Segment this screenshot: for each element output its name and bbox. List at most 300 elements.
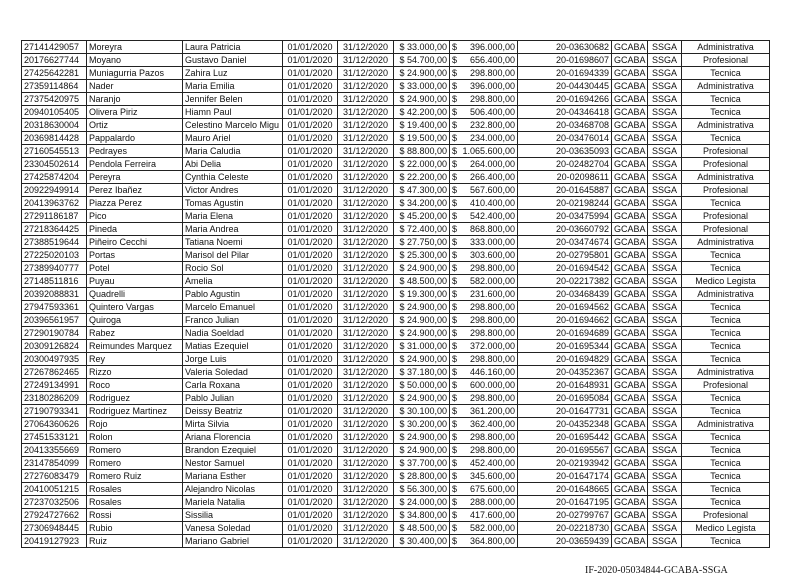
currency-symbol: $	[452, 510, 458, 520]
end-date-cell: 31/12/2020	[338, 444, 394, 457]
org-cell: GCABA	[612, 236, 648, 249]
total-amount-value: 567.600,00	[469, 185, 515, 195]
monthly-amount-cell: $ 28.800,00	[394, 470, 450, 483]
start-date-cell: 01/01/2020	[283, 509, 338, 522]
category-cell: Tecnica	[682, 106, 770, 119]
first-name-cell: Laura Patricia	[183, 41, 283, 54]
cuit-cell: 27290190784	[22, 327, 87, 340]
org-cell: GCABA	[612, 496, 648, 509]
first-name-cell: Mariela Natalia	[183, 496, 283, 509]
start-date-cell: 01/01/2020	[283, 67, 338, 80]
agency-cell: SSGA	[648, 444, 682, 457]
category-cell: Administrativa	[682, 171, 770, 184]
monthly-amount-cell: $ 56.300,00	[394, 483, 450, 496]
end-date-cell: 31/12/2020	[338, 67, 394, 80]
org-cell: GCABA	[612, 405, 648, 418]
end-date-cell: 31/12/2020	[338, 418, 394, 431]
cuit-cell: 27375420975	[22, 93, 87, 106]
surname-cell: Romero	[87, 444, 183, 457]
end-date-cell: 31/12/2020	[338, 366, 394, 379]
start-date-cell: 01/01/2020	[283, 353, 338, 366]
cuit-cell: 20413963762	[22, 197, 87, 210]
end-date-cell: 31/12/2020	[338, 145, 394, 158]
first-name-cell: Franco Julian	[183, 314, 283, 327]
cuit-cell: 27267862465	[22, 366, 87, 379]
first-name-cell: Amelia	[183, 275, 283, 288]
table-row	[22, 288, 770, 301]
end-date-cell: 31/12/2020	[338, 496, 394, 509]
monthly-amount-cell: $ 24.900,00	[394, 314, 450, 327]
cuit-cell: 27064360626	[22, 418, 87, 431]
start-date-cell: 01/01/2020	[283, 132, 338, 145]
category-cell: Administrativa	[682, 80, 770, 93]
end-date-cell: 31/12/2020	[338, 197, 394, 210]
agency-cell: SSGA	[648, 249, 682, 262]
agency-cell: SSGA	[648, 457, 682, 470]
currency-symbol: $	[452, 471, 458, 481]
start-date-cell: 01/01/2020	[283, 184, 338, 197]
org-cell: GCABA	[612, 80, 648, 93]
surname-cell: Pereyra	[87, 171, 183, 184]
org-cell: GCABA	[612, 106, 648, 119]
category-cell: Profesional	[682, 509, 770, 522]
first-name-cell: Vanesa Soledad	[183, 522, 283, 535]
cuit-cell: 20419127923	[22, 535, 87, 548]
first-name-cell: Nestor Samuel	[183, 457, 283, 470]
start-date-cell: 01/01/2020	[283, 41, 338, 54]
monthly-amount-cell: $ 19.400,00	[394, 119, 450, 132]
org-cell: GCABA	[612, 288, 648, 301]
monthly-amount-cell: $ 48.500,00	[394, 275, 450, 288]
monthly-amount-cell: $ 33.000,00	[394, 41, 450, 54]
start-date-cell: 01/01/2020	[283, 418, 338, 431]
total-amount-value: 582.000,00	[469, 523, 515, 533]
table-row	[22, 444, 770, 457]
org-cell: GCABA	[612, 457, 648, 470]
contract-number-cell: 20-01694562	[518, 301, 612, 314]
document-footer-id: IF-2020-05034844-GCABA-SSGA	[585, 565, 728, 576]
cuit-cell: 20410051215	[22, 483, 87, 496]
end-date-cell: 31/12/2020	[338, 327, 394, 340]
start-date-cell: 01/01/2020	[283, 275, 338, 288]
cuit-cell: 27237032506	[22, 496, 87, 509]
monthly-amount-cell: $ 22.000,00	[394, 158, 450, 171]
org-cell: GCABA	[612, 483, 648, 496]
currency-symbol: $	[452, 406, 458, 416]
table-row	[22, 314, 770, 327]
total-amount-value: 232.800,00	[469, 120, 515, 130]
total-amount-cell	[450, 249, 518, 262]
monthly-amount-cell: $ 24.900,00	[394, 262, 450, 275]
total-amount-cell	[450, 275, 518, 288]
surname-cell: Quadrelli	[87, 288, 183, 301]
monthly-amount-cell: $ 30.100,00	[394, 405, 450, 418]
currency-symbol: $	[452, 211, 458, 221]
org-cell: GCABA	[612, 158, 648, 171]
surname-cell: Rolon	[87, 431, 183, 444]
surname-cell: Quintero Vargas	[87, 301, 183, 314]
org-cell: GCABA	[612, 301, 648, 314]
table-row	[22, 80, 770, 93]
agency-cell: SSGA	[648, 262, 682, 275]
contract-number-cell: 20-01645887	[518, 184, 612, 197]
agency-cell: SSGA	[648, 210, 682, 223]
surname-cell: Reimundes Marquez	[87, 340, 183, 353]
monthly-amount-cell: $ 22.200,00	[394, 171, 450, 184]
monthly-amount-cell: $ 24.900,00	[394, 392, 450, 405]
end-date-cell: 31/12/2020	[338, 184, 394, 197]
org-cell: GCABA	[612, 353, 648, 366]
contract-number-cell: 20-02217382	[518, 275, 612, 288]
surname-cell: Pappalardo	[87, 132, 183, 145]
first-name-cell: Tatiana Noemi	[183, 236, 283, 249]
monthly-amount-cell: $ 48.500,00	[394, 522, 450, 535]
contract-number-cell: 20-02218730	[518, 522, 612, 535]
end-date-cell: 31/12/2020	[338, 288, 394, 301]
table-row	[22, 41, 770, 54]
currency-symbol: $	[452, 393, 458, 403]
org-cell: GCABA	[612, 327, 648, 340]
cuit-cell: 23304502614	[22, 158, 87, 171]
monthly-amount-cell: $ 24.900,00	[394, 301, 450, 314]
total-amount-value: 298.800,00	[469, 263, 515, 273]
total-amount-value: 446.160,00	[469, 367, 515, 377]
start-date-cell: 01/01/2020	[283, 483, 338, 496]
monthly-amount-cell: $ 30.400,00	[394, 535, 450, 548]
start-date-cell: 01/01/2020	[283, 236, 338, 249]
total-amount-cell	[450, 444, 518, 457]
currency-symbol: $	[452, 315, 458, 325]
monthly-amount-cell: $ 27.750,00	[394, 236, 450, 249]
contract-number-cell: 20-03476014	[518, 132, 612, 145]
monthly-amount-cell: $ 50.000,00	[394, 379, 450, 392]
total-amount-value: 234.000,00	[469, 133, 515, 143]
monthly-amount-cell: $ 24.900,00	[394, 67, 450, 80]
start-date-cell: 01/01/2020	[283, 340, 338, 353]
end-date-cell: 31/12/2020	[338, 171, 394, 184]
agency-cell: SSGA	[648, 93, 682, 106]
cuit-cell: 27190793341	[22, 405, 87, 418]
start-date-cell: 01/01/2020	[283, 93, 338, 106]
start-date-cell: 01/01/2020	[283, 405, 338, 418]
start-date-cell: 01/01/2020	[283, 119, 338, 132]
category-cell: Tecnica	[682, 314, 770, 327]
first-name-cell: Maria Andrea	[183, 223, 283, 236]
currency-symbol: $	[452, 146, 458, 156]
monthly-amount-cell: $ 24.900,00	[394, 431, 450, 444]
first-name-cell: Alejandro Nicolas	[183, 483, 283, 496]
agency-cell: SSGA	[648, 496, 682, 509]
total-amount-value: 298.800,00	[469, 354, 515, 364]
agency-cell: SSGA	[648, 145, 682, 158]
contract-number-cell: 20-01694266	[518, 93, 612, 106]
cuit-cell: 27425874204	[22, 171, 87, 184]
cuit-cell: 27425642281	[22, 67, 87, 80]
agency-cell: SSGA	[648, 41, 682, 54]
category-cell: Tecnica	[682, 496, 770, 509]
table-row	[22, 132, 770, 145]
table-row	[22, 197, 770, 210]
monthly-amount-cell: $ 30.200,00	[394, 418, 450, 431]
end-date-cell: 31/12/2020	[338, 132, 394, 145]
currency-symbol: $	[452, 458, 458, 468]
currency-symbol: $	[452, 185, 458, 195]
org-cell: GCABA	[612, 509, 648, 522]
org-cell: GCABA	[612, 223, 648, 236]
contract-number-cell: 20-04346418	[518, 106, 612, 119]
cuit-cell: 27947593361	[22, 301, 87, 314]
agency-cell: SSGA	[648, 236, 682, 249]
total-amount-cell	[450, 54, 518, 67]
currency-symbol: $	[452, 367, 458, 377]
cuit-cell: 27249134991	[22, 379, 87, 392]
start-date-cell: 01/01/2020	[283, 535, 338, 548]
total-amount-value: 542.400,00	[469, 211, 515, 221]
total-amount-cell	[450, 379, 518, 392]
table-row	[22, 353, 770, 366]
surname-cell: Nader	[87, 80, 183, 93]
total-amount-cell	[450, 392, 518, 405]
contract-number-cell: 20-01695344	[518, 340, 612, 353]
currency-symbol: $	[452, 94, 458, 104]
start-date-cell: 01/01/2020	[283, 301, 338, 314]
first-name-cell: Brandon Ezequiel	[183, 444, 283, 457]
agency-cell: SSGA	[648, 327, 682, 340]
category-cell: Tecnica	[682, 405, 770, 418]
monthly-amount-cell: $ 24.900,00	[394, 327, 450, 340]
total-amount-value: 298.800,00	[469, 68, 515, 78]
table-row	[22, 119, 770, 132]
surname-cell: Piñeiro Cecchi	[87, 236, 183, 249]
contract-number-cell: 20-04352348	[518, 418, 612, 431]
end-date-cell: 31/12/2020	[338, 301, 394, 314]
surname-cell: Ortiz	[87, 119, 183, 132]
start-date-cell: 01/01/2020	[283, 106, 338, 119]
contract-number-cell: 20-01647174	[518, 470, 612, 483]
total-amount-cell	[450, 119, 518, 132]
category-cell: Tecnica	[682, 444, 770, 457]
monthly-amount-cell: $ 47.300,00	[394, 184, 450, 197]
total-amount-value: 417.600,00	[469, 510, 515, 520]
monthly-amount-cell: $ 31.000,00	[394, 340, 450, 353]
org-cell: GCABA	[612, 392, 648, 405]
table-row	[22, 392, 770, 405]
contract-number-cell: 20-01695084	[518, 392, 612, 405]
agency-cell: SSGA	[648, 483, 682, 496]
contract-number-cell: 20-02799767	[518, 509, 612, 522]
total-amount-value: 266.400,00	[469, 172, 515, 182]
table-row	[22, 496, 770, 509]
start-date-cell: 01/01/2020	[283, 197, 338, 210]
first-name-cell: Carla Roxana	[183, 379, 283, 392]
start-date-cell: 01/01/2020	[283, 457, 338, 470]
total-amount-cell	[450, 145, 518, 158]
end-date-cell: 31/12/2020	[338, 54, 394, 67]
end-date-cell: 31/12/2020	[338, 236, 394, 249]
start-date-cell: 01/01/2020	[283, 145, 338, 158]
contract-number-cell: 20-01695567	[518, 444, 612, 457]
total-amount-value: 582.000,00	[469, 276, 515, 286]
agency-cell: SSGA	[648, 158, 682, 171]
total-amount-cell	[450, 210, 518, 223]
end-date-cell: 31/12/2020	[338, 392, 394, 405]
total-amount-value: 288.000,00	[469, 497, 515, 507]
total-amount-cell	[450, 470, 518, 483]
currency-symbol: $	[452, 536, 458, 546]
agency-cell: SSGA	[648, 171, 682, 184]
agency-cell: SSGA	[648, 379, 682, 392]
start-date-cell: 01/01/2020	[283, 522, 338, 535]
cuit-cell: 27141429057	[22, 41, 87, 54]
table-row	[22, 171, 770, 184]
currency-symbol: $	[452, 55, 458, 65]
total-amount-value: 264.000,00	[469, 159, 515, 169]
agency-cell: SSGA	[648, 184, 682, 197]
currency-symbol: $	[452, 42, 458, 52]
category-cell: Profesional	[682, 210, 770, 223]
org-cell: GCABA	[612, 379, 648, 392]
start-date-cell: 01/01/2020	[283, 431, 338, 444]
first-name-cell: Valeria Soledad	[183, 366, 283, 379]
surname-cell: Rubio	[87, 522, 183, 535]
table-row	[22, 223, 770, 236]
category-cell: Tecnica	[682, 457, 770, 470]
end-date-cell: 31/12/2020	[338, 509, 394, 522]
start-date-cell: 01/01/2020	[283, 444, 338, 457]
total-amount-cell	[450, 301, 518, 314]
agency-cell: SSGA	[648, 223, 682, 236]
agency-cell: SSGA	[648, 314, 682, 327]
currency-symbol: $	[452, 237, 458, 247]
monthly-amount-cell: $ 88.800,00	[394, 145, 450, 158]
contract-number-cell: 20-03475994	[518, 210, 612, 223]
cuit-cell: 23180286209	[22, 392, 87, 405]
currency-symbol: $	[452, 68, 458, 78]
org-cell: GCABA	[612, 184, 648, 197]
end-date-cell: 31/12/2020	[338, 535, 394, 548]
monthly-amount-cell: $ 37.180,00	[394, 366, 450, 379]
total-amount-cell	[450, 509, 518, 522]
org-cell: GCABA	[612, 119, 648, 132]
surname-cell: Pineda	[87, 223, 183, 236]
category-cell: Administrativa	[682, 119, 770, 132]
start-date-cell: 01/01/2020	[283, 379, 338, 392]
table-row	[22, 327, 770, 340]
cuit-cell: 27291186187	[22, 210, 87, 223]
category-cell: Administrativa	[682, 236, 770, 249]
total-amount-value: 656.400,00	[469, 55, 515, 65]
total-amount-cell	[450, 288, 518, 301]
org-cell: GCABA	[612, 210, 648, 223]
total-amount-cell	[450, 366, 518, 379]
start-date-cell: 01/01/2020	[283, 249, 338, 262]
total-amount-cell	[450, 457, 518, 470]
table-row	[22, 106, 770, 119]
total-amount-value: 396.000,00	[469, 81, 515, 91]
contract-number-cell: 20-01694542	[518, 262, 612, 275]
contract-number-cell: 20-04352367	[518, 366, 612, 379]
total-amount-cell	[450, 158, 518, 171]
category-cell: Profesional	[682, 223, 770, 236]
agency-cell: SSGA	[648, 67, 682, 80]
table-row	[22, 93, 770, 106]
category-cell: Administrativa	[682, 418, 770, 431]
start-date-cell: 01/01/2020	[283, 223, 338, 236]
first-name-cell: Deissy Beatriz	[183, 405, 283, 418]
monthly-amount-cell: $ 19.300,00	[394, 288, 450, 301]
contracts-table	[21, 40, 770, 548]
table-row	[22, 418, 770, 431]
cuit-cell: 20369814428	[22, 132, 87, 145]
total-amount-value: 361.200,00	[469, 406, 515, 416]
contract-number-cell: 20-01648931	[518, 379, 612, 392]
cuit-cell: 20318630004	[22, 119, 87, 132]
cuit-cell: 20309126824	[22, 340, 87, 353]
category-cell: Tecnica	[682, 353, 770, 366]
org-cell: GCABA	[612, 54, 648, 67]
total-amount-value: 362.400,00	[469, 419, 515, 429]
table-body	[22, 41, 770, 548]
table-row	[22, 405, 770, 418]
total-amount-cell	[450, 184, 518, 197]
first-name-cell: Rocio Sol	[183, 262, 283, 275]
first-name-cell: Jennifer Belen	[183, 93, 283, 106]
surname-cell: Naranjo	[87, 93, 183, 106]
table-row	[22, 379, 770, 392]
org-cell: GCABA	[612, 366, 648, 379]
end-date-cell: 31/12/2020	[338, 106, 394, 119]
total-amount-cell	[450, 41, 518, 54]
table-row	[22, 301, 770, 314]
category-cell: Tecnica	[682, 132, 770, 145]
agency-cell: SSGA	[648, 509, 682, 522]
total-amount-value: 298.800,00	[469, 302, 515, 312]
category-cell: Tecnica	[682, 535, 770, 548]
category-cell: Administrativa	[682, 41, 770, 54]
cuit-cell: 27276083479	[22, 470, 87, 483]
org-cell: GCABA	[612, 171, 648, 184]
currency-symbol: $	[452, 172, 458, 182]
table-row	[22, 236, 770, 249]
table-row	[22, 366, 770, 379]
end-date-cell: 31/12/2020	[338, 275, 394, 288]
start-date-cell: 01/01/2020	[283, 327, 338, 340]
monthly-amount-cell: $ 19.500,00	[394, 132, 450, 145]
agency-cell: SSGA	[648, 288, 682, 301]
cuit-cell: 27389940777	[22, 262, 87, 275]
cuit-cell: 20940105405	[22, 106, 87, 119]
start-date-cell: 01/01/2020	[283, 210, 338, 223]
total-amount-value: 452.400,00	[469, 458, 515, 468]
table-row	[22, 54, 770, 67]
category-cell: Profesional	[682, 379, 770, 392]
total-amount-value: 364.800,00	[469, 536, 515, 546]
cuit-cell: 20922949914	[22, 184, 87, 197]
monthly-amount-cell: $ 25.300,00	[394, 249, 450, 262]
org-cell: GCABA	[612, 314, 648, 327]
total-amount-cell	[450, 535, 518, 548]
cuit-cell: 27451533121	[22, 431, 87, 444]
total-amount-cell	[450, 223, 518, 236]
end-date-cell: 31/12/2020	[338, 431, 394, 444]
end-date-cell: 31/12/2020	[338, 223, 394, 236]
category-cell: Tecnica	[682, 340, 770, 353]
start-date-cell: 01/01/2020	[283, 496, 338, 509]
currency-symbol: $	[452, 354, 458, 364]
start-date-cell: 01/01/2020	[283, 392, 338, 405]
total-amount-value: 1.065.600,00	[462, 146, 515, 156]
first-name-cell: Maria Caludia	[183, 145, 283, 158]
